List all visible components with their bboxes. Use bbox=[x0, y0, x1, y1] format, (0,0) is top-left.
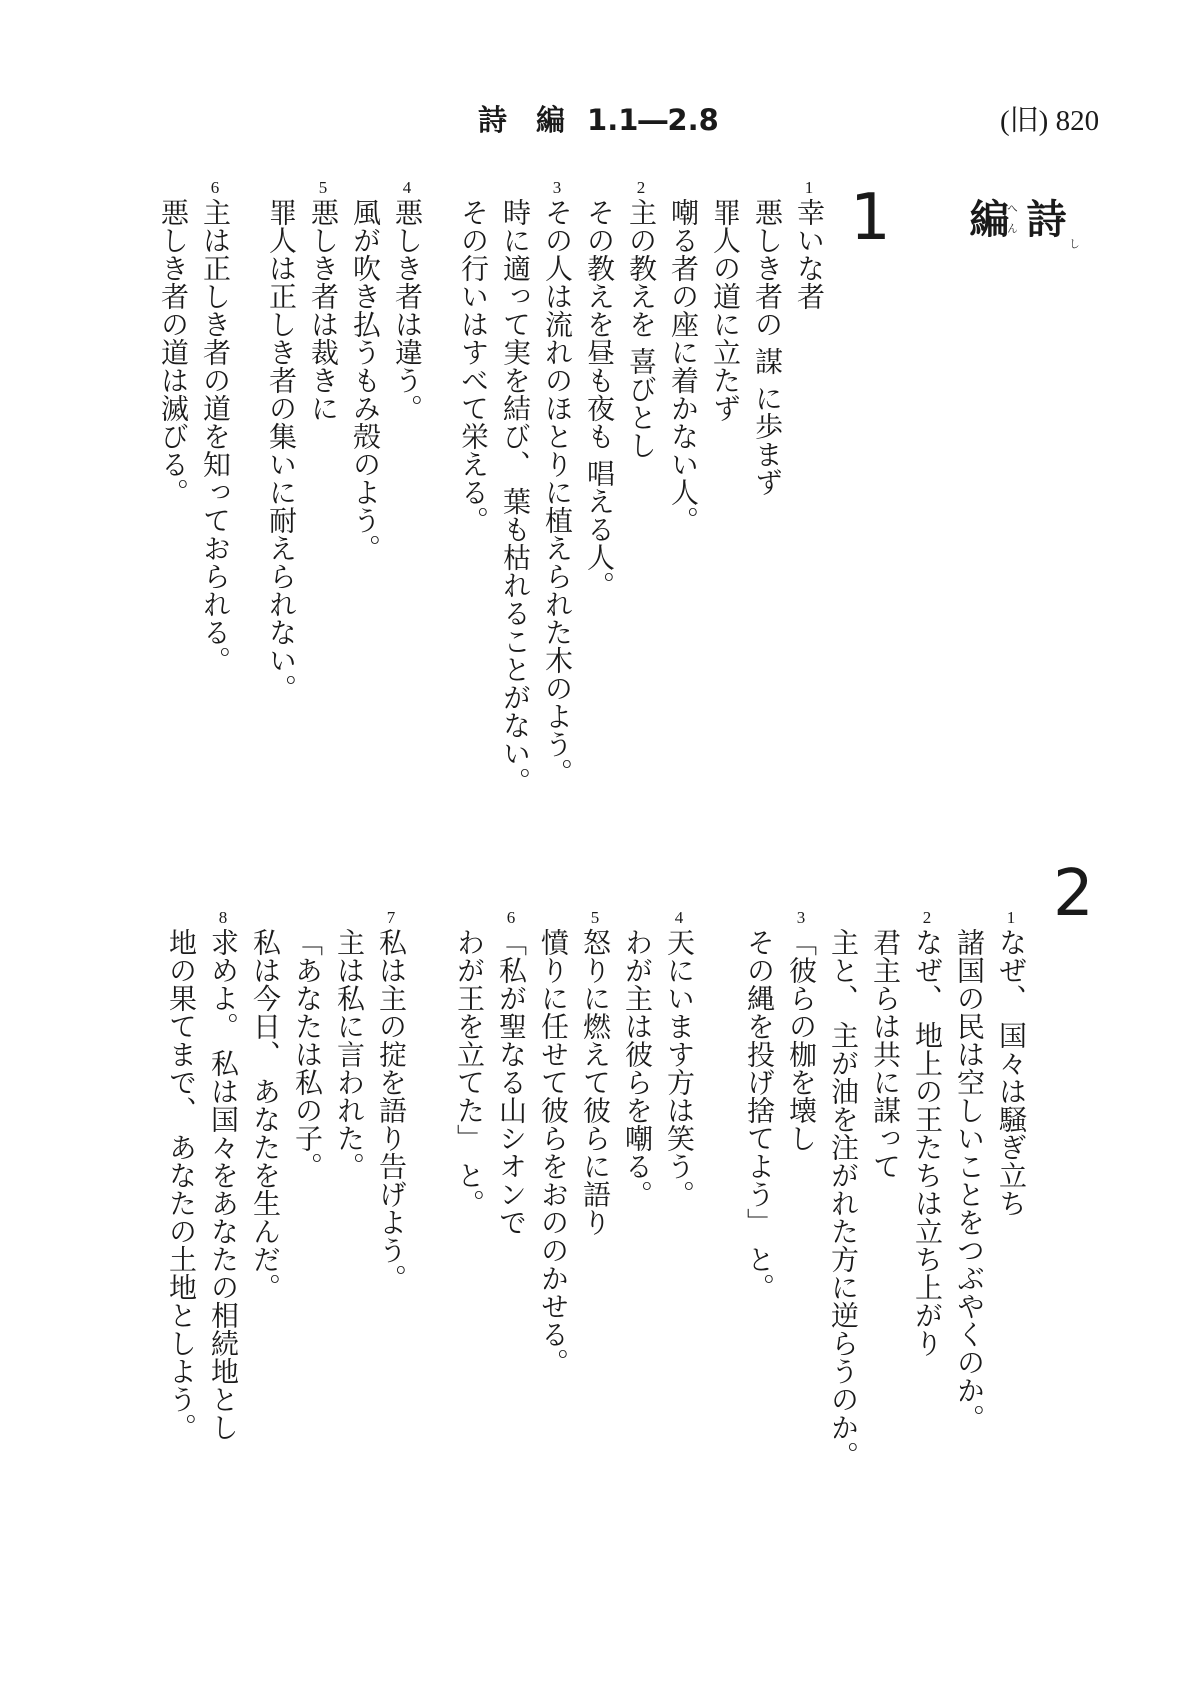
verse-line: 主は私に言われた。 bbox=[333, 928, 366, 1180]
verse-line: 「私が聖なる山シオンで bbox=[495, 928, 528, 1236]
verse-line: 君主らは共に謀って bbox=[869, 928, 902, 1180]
verse-line: 諸国の民は空しいことをつぶやくのか。 bbox=[953, 928, 986, 1432]
verse-number: 3 bbox=[552, 178, 562, 197]
verse-number: 4 bbox=[674, 908, 684, 927]
book-title: 詩し 編へん bbox=[963, 198, 1081, 249]
verse-number: 6 bbox=[506, 908, 516, 927]
verse-line: 主は正しき者の道を知っておられる。 bbox=[199, 198, 232, 674]
page-number: (旧) 820 bbox=[1000, 105, 1100, 137]
verse-number: 6 bbox=[210, 178, 220, 197]
verse-line: 怒りに燃えて彼らに語り bbox=[579, 928, 612, 1236]
verse-line: 風が吹き払うもみ殻のよう。 bbox=[349, 198, 382, 562]
chapter-number-2: 2 bbox=[1053, 857, 1094, 931]
verse-number: 5 bbox=[318, 178, 328, 197]
verse-line: 地の果てまで、 あなたの土地としよう。 bbox=[165, 928, 198, 1441]
verse-line: 罪人は正しき者の集いに耐えられない。 bbox=[265, 198, 298, 702]
verse-line: 時に適って実を結び、 葉も枯れることがない。 bbox=[499, 198, 532, 795]
verse-line: 「あなたは私の子。 bbox=[291, 928, 324, 1180]
book-name: 詩 編 bbox=[478, 103, 566, 137]
verse-line: 憤りに任せて彼らをおののかせる。 bbox=[537, 928, 570, 1376]
verse-number: 3 bbox=[796, 908, 806, 927]
verse-line: 天にいます方は笑う。 bbox=[663, 928, 696, 1208]
verse-line: わが主は彼らを嘲る。 bbox=[621, 928, 654, 1208]
chapter-verse-range: 1.1―2.8 bbox=[587, 103, 719, 137]
verse-line: 悪しき者の道は滅びる。 bbox=[157, 198, 190, 506]
verse-number: 4 bbox=[402, 178, 412, 197]
verse-number: 2 bbox=[922, 908, 932, 927]
verse-line: その縄を投げ捨てよう」 と。 bbox=[743, 928, 776, 1301]
verse-line: なぜ、 国々は騒ぎ立ち bbox=[995, 928, 1028, 1217]
verse-line: なぜ、 地上の王たちは立ち上がり bbox=[911, 928, 944, 1357]
verse-line: その行いはすべて栄える。 bbox=[457, 198, 490, 534]
verse-number: 1 bbox=[1006, 908, 1016, 927]
verse-number: 5 bbox=[590, 908, 600, 927]
verse-line: 罪人の道に立たず bbox=[709, 198, 742, 422]
verse-line: 「彼らの枷を壊し bbox=[785, 928, 818, 1152]
verse-line: 求めよ。 私は国々をあなたの相続地とし bbox=[207, 928, 240, 1441]
verse-number: 8 bbox=[218, 908, 228, 927]
verse-number: 1 bbox=[804, 178, 814, 197]
verse-line: 私は主の掟を語り告げよう。 bbox=[375, 928, 408, 1292]
verse-line: 悪しき者は違う。 bbox=[391, 198, 424, 422]
verse-line: その人は流れのほとりに植えられた木のよう。 bbox=[541, 198, 574, 786]
running-header-title bbox=[478, 98, 719, 139]
verse-line: 主の教えを 喜びとし bbox=[625, 198, 658, 459]
verse-line: 悪しき者は裁きに bbox=[307, 198, 340, 422]
verse-line: 幸いな者 bbox=[793, 198, 826, 310]
verse-line: わが王を立てた」 と。 bbox=[453, 928, 486, 1217]
verse-line: その教えを昼も夜も 唱える人。 bbox=[583, 198, 616, 599]
verse-number: 2 bbox=[636, 178, 646, 197]
verse-line: 主と、 主が油を注がれた方に逆らうのか。 bbox=[827, 928, 860, 1469]
verse-line: 悪しき者の 謀 に歩まず bbox=[751, 198, 784, 496]
verse-line: 私は今日、 あなたを生んだ。 bbox=[249, 928, 282, 1301]
verse-number: 7 bbox=[386, 908, 396, 927]
chapter-number-1: 1 bbox=[850, 181, 891, 255]
verse-line: 嘲る者の座に着かない人。 bbox=[667, 198, 700, 534]
